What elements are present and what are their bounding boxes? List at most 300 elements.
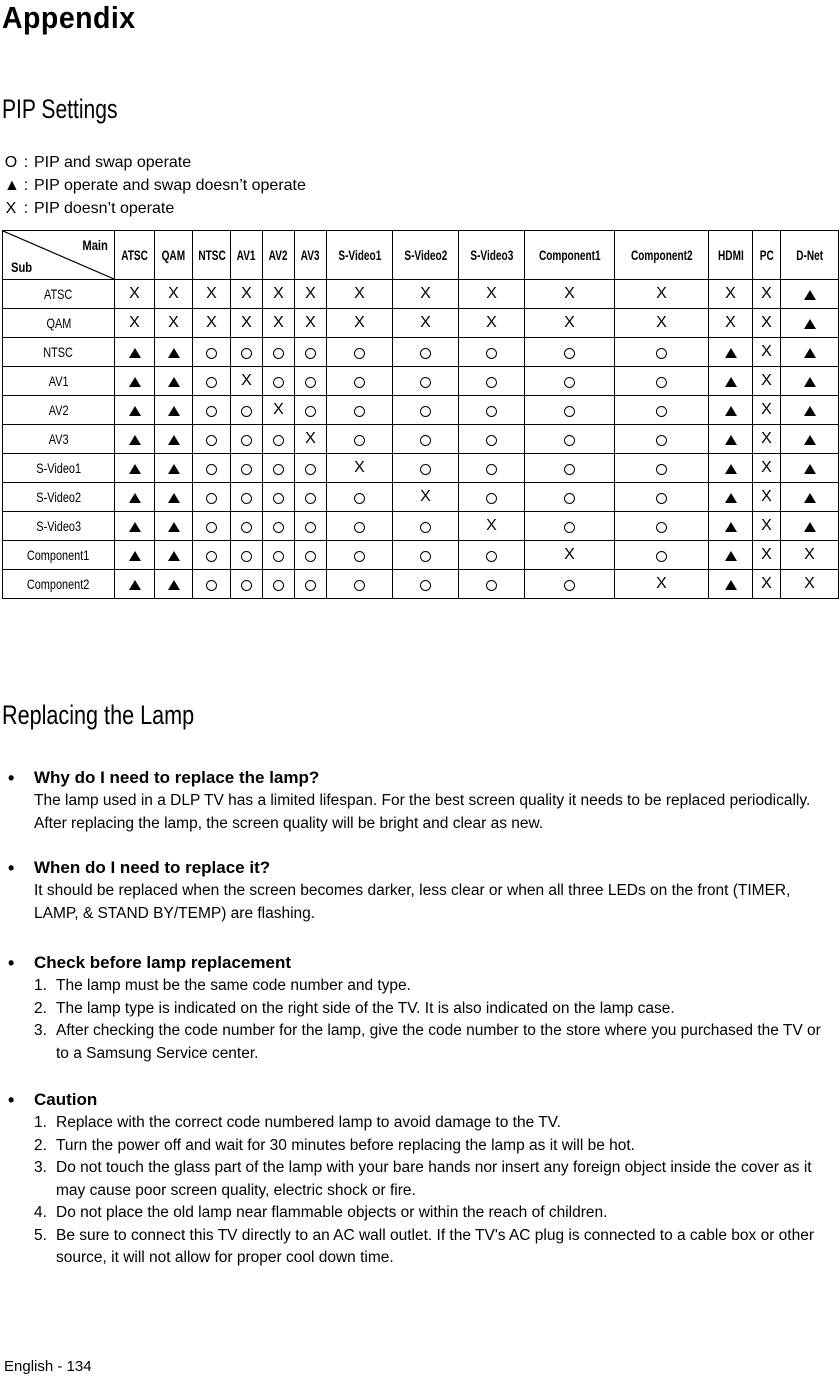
- page-footer: English - 134: [4, 1358, 92, 1375]
- table-cell: [709, 425, 753, 454]
- circle-icon: [486, 493, 497, 504]
- table-cell: [615, 425, 709, 454]
- table-cell: [231, 425, 263, 454]
- table-cell: [781, 454, 839, 483]
- triangle-icon: [168, 435, 180, 445]
- table-row: [3, 367, 839, 396]
- triangle-icon: [168, 464, 180, 474]
- x-icon: X: [168, 285, 179, 302]
- circle-icon: [305, 551, 316, 562]
- table-cell: [115, 396, 155, 425]
- table-cell: [753, 338, 781, 367]
- table-cell: [781, 309, 839, 338]
- column-header: AV3: [295, 231, 327, 280]
- table-cell: [393, 367, 459, 396]
- table-cell: [263, 454, 295, 483]
- table-cell: [193, 483, 231, 512]
- table-cell: [393, 280, 459, 309]
- x-icon: X: [5, 200, 17, 217]
- x-icon: X: [761, 372, 772, 389]
- circle-icon: [241, 522, 252, 533]
- triangle-icon: [129, 406, 141, 416]
- circle-icon: [486, 435, 497, 446]
- table-cell: [615, 309, 709, 338]
- table-cell: [231, 309, 263, 338]
- row-header: Component1: [3, 541, 115, 570]
- x-icon: X: [656, 575, 667, 592]
- table-cell: [709, 338, 753, 367]
- circle-icon: [305, 464, 316, 475]
- circle-icon: [656, 435, 667, 446]
- triangle-icon: [168, 580, 180, 590]
- x-icon: X: [725, 285, 736, 302]
- circle-icon: [273, 464, 284, 475]
- circle-icon: [486, 406, 497, 417]
- triangle-icon: [804, 290, 816, 300]
- x-icon: X: [420, 314, 431, 331]
- table-cell: [115, 512, 155, 541]
- table-cell: [393, 483, 459, 512]
- x-icon: X: [354, 459, 365, 476]
- table-cell: [327, 425, 393, 454]
- bullet-icon: •: [8, 768, 15, 788]
- x-icon: X: [241, 314, 252, 331]
- x-icon: X: [168, 314, 179, 331]
- circle-icon: [486, 551, 497, 562]
- table-row: [3, 280, 839, 309]
- table-cell: [459, 454, 525, 483]
- x-icon: X: [761, 401, 772, 418]
- triangle-icon: [129, 435, 141, 445]
- circle-icon: [656, 464, 667, 475]
- circle-icon: [305, 406, 316, 417]
- table-cell: [709, 454, 753, 483]
- table-cell: [753, 396, 781, 425]
- table-cell: [155, 280, 193, 309]
- table-cell: [615, 338, 709, 367]
- table-cell: [459, 367, 525, 396]
- row-header: AV3: [3, 425, 115, 454]
- triangle-icon: [725, 522, 737, 532]
- row-header: S-Video2: [3, 483, 115, 512]
- x-icon: X: [129, 285, 140, 302]
- x-icon: X: [241, 372, 252, 389]
- x-icon: X: [761, 343, 772, 360]
- circle-icon: [305, 493, 316, 504]
- column-header: NTSC: [193, 231, 231, 280]
- list-item: 3. After checking the code number for the lamp, give the code number to the store where you purchased the TV or to a Samsung Service center.: [34, 1022, 821, 1062]
- why-section: [8, 766, 838, 835]
- table-cell: [781, 483, 839, 512]
- circle-icon: [564, 580, 575, 591]
- table-cell: [155, 338, 193, 367]
- x-icon: X: [273, 314, 284, 331]
- table-cell: [615, 512, 709, 541]
- table-cell: [155, 512, 193, 541]
- table-cell: [115, 570, 155, 599]
- table-cell: [295, 483, 327, 512]
- x-icon: X: [420, 488, 431, 505]
- table-cell: [753, 541, 781, 570]
- table-cell: [709, 367, 753, 396]
- section-text: The lamp used in a DLP TV has a limited lifespan. For the best screen quality it needs to be replaced periodically. After replacing the lamp, the screen quality will be bright and clear as new.: [34, 792, 811, 832]
- triangle-icon: [725, 435, 737, 445]
- circle-icon: [486, 348, 497, 359]
- bullet-icon: •: [8, 953, 15, 973]
- circle-icon: [273, 348, 284, 359]
- table-cell: [393, 425, 459, 454]
- table-cell: [263, 367, 295, 396]
- list-item: 1. The lamp must be the same code number and type.: [34, 977, 411, 994]
- table-cell: [393, 512, 459, 541]
- table-cell: [753, 425, 781, 454]
- circle-icon: [273, 551, 284, 562]
- table-cell: [525, 367, 615, 396]
- triangle-icon: [168, 551, 180, 561]
- x-icon: X: [354, 314, 365, 331]
- appendix-title: Appendix: [2, 0, 136, 35]
- table-cell: [193, 338, 231, 367]
- table-cell: [525, 396, 615, 425]
- pip-settings-title: PIP Settings: [2, 94, 118, 124]
- circle-icon: [564, 406, 575, 417]
- list-item: 1. Replace with the correct code numbered lamp to avoid damage to the TV.: [34, 1114, 561, 1131]
- table-cell: [231, 280, 263, 309]
- table-cell: [753, 570, 781, 599]
- triangle-icon: [129, 551, 141, 561]
- table-cell: [393, 309, 459, 338]
- column-header: QAM: [155, 231, 193, 280]
- section-heading: Caution: [34, 1090, 98, 1109]
- table-cell: [327, 570, 393, 599]
- table-cell: [231, 338, 263, 367]
- x-icon: X: [273, 401, 284, 418]
- circle-icon: [241, 406, 252, 417]
- table-cell: [115, 454, 155, 483]
- x-icon: X: [305, 285, 316, 302]
- circle-icon: [354, 580, 365, 591]
- column-header: S-Video1: [327, 231, 393, 280]
- table-cell: [263, 309, 295, 338]
- table-cell: [327, 338, 393, 367]
- circle-icon: [354, 522, 365, 533]
- circle-icon: [420, 551, 431, 562]
- replacing-lamp-title: Replacing the Lamp: [2, 700, 195, 730]
- table-header-row: [3, 231, 839, 280]
- triangle-icon: [129, 580, 141, 590]
- table-cell: [115, 367, 155, 396]
- table-cell: [525, 541, 615, 570]
- circle-icon: [564, 377, 575, 388]
- circle-icon: [273, 493, 284, 504]
- x-icon: X: [354, 285, 365, 302]
- triangle-icon: [129, 377, 141, 387]
- table-cell: [525, 280, 615, 309]
- table-cell: [525, 512, 615, 541]
- triangle-icon: [804, 406, 816, 416]
- x-icon: X: [761, 575, 772, 592]
- x-icon: X: [564, 546, 575, 563]
- table-cell: [295, 367, 327, 396]
- x-icon: X: [241, 285, 252, 302]
- table-cell: [753, 367, 781, 396]
- table-cell: [263, 570, 295, 599]
- check-section: [8, 951, 838, 1065]
- row-header: Component2: [3, 570, 115, 599]
- legend-text: PIP doesn’t operate: [34, 200, 175, 217]
- caution-section: [8, 1088, 838, 1270]
- table-cell: [115, 425, 155, 454]
- circle-icon: [354, 406, 365, 417]
- triangle-icon: [804, 348, 816, 358]
- table-cell: [327, 483, 393, 512]
- circle-icon: [273, 377, 284, 388]
- circle-icon: [305, 580, 316, 591]
- triangle-icon: [725, 348, 737, 358]
- table-cell: [115, 309, 155, 338]
- table-cell: [459, 338, 525, 367]
- table-cell: [231, 396, 263, 425]
- circle-icon: [420, 348, 431, 359]
- circle-icon: [305, 377, 316, 388]
- triangle-icon: [129, 493, 141, 503]
- table-row: [3, 425, 839, 454]
- table-cell: [615, 541, 709, 570]
- table-cell: [327, 367, 393, 396]
- x-icon: X: [486, 517, 497, 534]
- table-cell: [115, 338, 155, 367]
- circle-icon: [241, 464, 252, 475]
- table-cell: [753, 512, 781, 541]
- legend-sep: :: [23, 177, 29, 194]
- x-icon: X: [206, 285, 217, 302]
- circle-icon: [273, 522, 284, 533]
- table-cell: [263, 541, 295, 570]
- table-cell: [459, 570, 525, 599]
- table-cell: [263, 280, 295, 309]
- circle-icon: [354, 348, 365, 359]
- row-header: QAM: [3, 309, 115, 338]
- table-cell: [193, 570, 231, 599]
- x-icon: X: [761, 314, 772, 331]
- table-cell: [459, 396, 525, 425]
- circle-icon: [420, 580, 431, 591]
- table-cell: [781, 512, 839, 541]
- circle-icon: [206, 551, 217, 562]
- circle-icon: [206, 464, 217, 475]
- column-header: AV2: [263, 231, 295, 280]
- row-header: AV1: [3, 367, 115, 396]
- triangle-icon: ▲: [4, 177, 20, 194]
- x-icon: X: [761, 517, 772, 534]
- triangle-icon: [725, 493, 737, 503]
- legend-text: PIP and swap operate: [34, 154, 192, 171]
- table-cell: [263, 338, 295, 367]
- section-heading: Check before lamp replacement: [34, 953, 291, 972]
- table-cell: [115, 483, 155, 512]
- circle-icon: [241, 551, 252, 562]
- table-cell: [327, 512, 393, 541]
- circle-icon: [206, 580, 217, 591]
- table-cell: [525, 454, 615, 483]
- x-icon: X: [656, 314, 667, 331]
- table-cell: [393, 541, 459, 570]
- table-cell: [781, 425, 839, 454]
- table-cell: [753, 483, 781, 512]
- table-cell: [155, 570, 193, 599]
- table-cell: [155, 541, 193, 570]
- table-cell: [753, 454, 781, 483]
- triangle-icon: [129, 522, 141, 532]
- table-body: [3, 280, 839, 599]
- table-cell: [193, 512, 231, 541]
- table-cell: [327, 454, 393, 483]
- column-header: D-Net: [781, 231, 839, 280]
- table-cell: [295, 396, 327, 425]
- table-row: [3, 483, 839, 512]
- circle-icon: [354, 493, 365, 504]
- table-cell: [459, 309, 525, 338]
- legend-item: [4, 175, 306, 197]
- x-icon: X: [761, 546, 772, 563]
- table-cell: [263, 483, 295, 512]
- table-cell: [459, 425, 525, 454]
- triangle-icon: [168, 406, 180, 416]
- table-cell: [459, 512, 525, 541]
- table-row: [3, 338, 839, 367]
- table-row: [3, 309, 839, 338]
- circle-icon: [241, 493, 252, 504]
- x-icon: X: [486, 314, 497, 331]
- triangle-icon: [804, 377, 816, 387]
- x-icon: X: [564, 285, 575, 302]
- column-header: Component2: [615, 231, 709, 280]
- legend-sep: :: [23, 154, 29, 171]
- table-row: [3, 541, 839, 570]
- section-heading: Why do I need to replace the lamp?: [34, 768, 320, 787]
- table-cell: [709, 396, 753, 425]
- legend-text: PIP operate and swap doesn’t operate: [34, 177, 306, 194]
- table-cell: [295, 570, 327, 599]
- table-cell: [295, 280, 327, 309]
- table-cell: [327, 309, 393, 338]
- table-cell: [193, 280, 231, 309]
- table-cell: [327, 396, 393, 425]
- legend-item: [4, 198, 174, 220]
- circle-icon: [206, 522, 217, 533]
- legend-item: [4, 152, 191, 174]
- table-cell: [709, 512, 753, 541]
- x-icon: X: [761, 459, 772, 476]
- table-cell: [525, 425, 615, 454]
- circle-icon: [564, 522, 575, 533]
- x-icon: X: [486, 285, 497, 302]
- circle-icon: [273, 580, 284, 591]
- triangle-icon: [725, 464, 737, 474]
- table-cell: [393, 454, 459, 483]
- table-cell: [193, 425, 231, 454]
- table-cell: [155, 309, 193, 338]
- column-header: S-Video2: [393, 231, 459, 280]
- circle-icon: [420, 406, 431, 417]
- triangle-icon: [725, 377, 737, 387]
- table-cell: [615, 454, 709, 483]
- circle-icon: [206, 493, 217, 504]
- table-cell: [615, 483, 709, 512]
- table-cell: [115, 541, 155, 570]
- table-cell: [155, 396, 193, 425]
- table-cell: [781, 338, 839, 367]
- x-icon: X: [761, 430, 772, 447]
- column-header: ATSC: [115, 231, 155, 280]
- table-cell: [753, 309, 781, 338]
- corner-sub-label: Sub: [11, 259, 33, 275]
- row-header: ATSC: [3, 280, 115, 309]
- list-item: 5. Be sure to connect this TV directly to an AC wall outlet. If the TV's AC plug is connected to a cable box or other source, it will not allow for proper cool down time.: [34, 1226, 814, 1266]
- table-row: [3, 512, 839, 541]
- bullet-icon: •: [8, 1090, 15, 1110]
- table-cell: [155, 367, 193, 396]
- triangle-icon: [129, 464, 141, 474]
- circle-icon: [564, 348, 575, 359]
- table-cell: [781, 541, 839, 570]
- column-header: Component1: [525, 231, 615, 280]
- table-cell: [263, 512, 295, 541]
- circle-icon: [656, 551, 667, 562]
- list-item: 4. Do not place the old lamp near flammable objects or within the reach of children.: [34, 1204, 608, 1221]
- table-cell: [781, 280, 839, 309]
- section-text: It should be replaced when the screen becomes darker, less clear or when all three LEDs on the front (TIMER, LAMP, & STAND BY/TEMP) are flashing.: [34, 882, 791, 922]
- circle-icon: [564, 435, 575, 446]
- table-cell: [193, 309, 231, 338]
- table-cell: [193, 367, 231, 396]
- circle-icon: [656, 348, 667, 359]
- table-cell: [709, 483, 753, 512]
- table-cell: [393, 570, 459, 599]
- x-icon: X: [804, 546, 815, 563]
- triangle-icon: [804, 522, 816, 532]
- circle-icon: [305, 348, 316, 359]
- table-cell: [781, 367, 839, 396]
- circle-icon: [420, 377, 431, 388]
- table-cell: [115, 280, 155, 309]
- table-cell: [459, 483, 525, 512]
- triangle-icon: [725, 406, 737, 416]
- table-cell: [295, 338, 327, 367]
- when-section: [8, 856, 838, 925]
- x-icon: X: [725, 314, 736, 331]
- table-cell: [781, 570, 839, 599]
- table-cell: [295, 454, 327, 483]
- table-cell: [231, 367, 263, 396]
- table-cell: [193, 396, 231, 425]
- triangle-icon: [804, 435, 816, 445]
- circle-icon: [486, 377, 497, 388]
- circle-icon: [273, 435, 284, 446]
- table-cell: [327, 541, 393, 570]
- table-cell: [231, 541, 263, 570]
- table-cell: [393, 338, 459, 367]
- corner-main-label: Main: [82, 237, 108, 253]
- table-cell: [753, 280, 781, 309]
- x-icon: X: [305, 430, 316, 447]
- table-cell: [525, 309, 615, 338]
- table-cell: [709, 541, 753, 570]
- row-header: S-Video1: [3, 454, 115, 483]
- circle-icon: [656, 377, 667, 388]
- table-cell: [615, 367, 709, 396]
- x-icon: X: [305, 314, 316, 331]
